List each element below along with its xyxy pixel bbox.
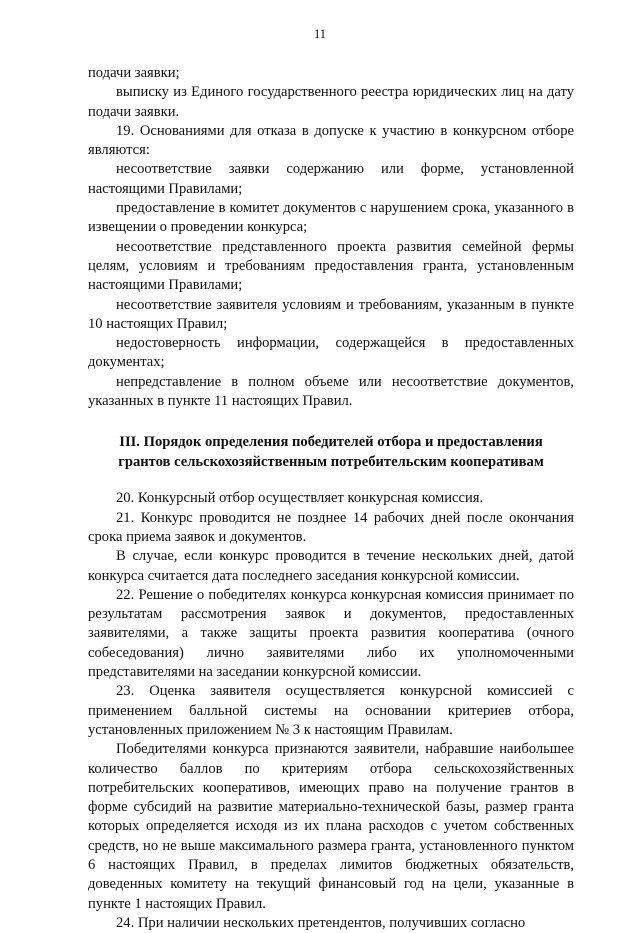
paragraph: 22. Решение о победителях конкурса конкурсная комиссия принимает по результатам рассмотрения заявок и документов, предоставленных заявителями, а также защиты проекта развития кооператива (очного собеседования) лично заявителями либо их уполномоченными представителями на заседании конкурсной комиссии. <box>88 586 574 681</box>
paragraph: В случае, если конкурс проводится в течение нескольких дней, датой конкурса считается дата последнего заседания конкурсной комиссии. <box>88 548 574 584</box>
paragraph: предоставление в комитет документов с нарушением срока, указанного в извещении о проведении конкурса; <box>88 200 574 236</box>
paragraph: 24. При наличии нескольких претендентов, получивших согласно <box>116 914 526 931</box>
paragraph: несоответствие заявки содержанию или форме, установленной настоящими Правилами; <box>88 161 574 197</box>
paragraph: 19. Основаниями для отказа в допуске к участию в конкурсном отборе являются: <box>88 122 574 159</box>
paragraph: 23. Оценка заявителя осуществляется конкурсной комиссией с применением балльной системы на основании критериев отбора, установленных приложением № 3 к настоящим Правилам. <box>88 683 574 738</box>
paragraph: выписку из Единого государственного реестра юридических лиц на дату подачи заявки. <box>88 84 574 120</box>
paragraph: недостоверность информации, содержащейся в предоставленных документах; <box>88 335 574 371</box>
section-heading-line-2: грантов сельскохозяйственным потребительским кооперативам <box>118 453 544 470</box>
paragraphs-before-section <box>88 64 574 411</box>
section-heading-line-1: III. Порядок определения победителей отбора и предоставления <box>119 434 543 451</box>
paragraph: 20. Конкурсный отбор осуществляет конкурсная комиссия. <box>116 490 484 507</box>
document-body <box>88 64 574 933</box>
paragraph: несоответствие представленного проекта развития семейной фермы целям, условиям и требованиям предоставления гранта, установленным настоящими Правилами; <box>88 238 574 294</box>
paragraph: 21. Конкурс проводится не позднее 14 рабочих дней после окончания срока приема заявок и документов. <box>88 509 574 545</box>
paragraph: Победителями конкурса признаются заявители, набравшие наибольшее количество баллов по критериям отбора сельскохозяйственных потребительских кооперативов, имеющих право на получение грантов в форме субсидий на развитие материально-технической базы, размер гранта которых определяется исходя из их плана расходов с учетом собственных средств, но не выше максимального размера гранта, установленного пунктом 6 настоящих Правил, в пределах лимитов бюджетных обязательств, доведенных комитету на текущий финансовый год на цели, указанные в пункте 1 настоящих Правил. <box>88 741 574 912</box>
paragraphs-after-section <box>88 489 574 933</box>
paragraph: подачи заявки; <box>88 65 180 81</box>
section-heading <box>88 433 574 472</box>
page-number: 11 <box>313 27 327 41</box>
paragraph: несоответствие заявителя условиям и требованиям, указанным в пункте 10 настоящих Правил; <box>88 296 574 332</box>
paragraph: непредставление в полном объеме или несоответствие документов, указанных в пункте 11 настоящих Правил. <box>88 373 574 410</box>
